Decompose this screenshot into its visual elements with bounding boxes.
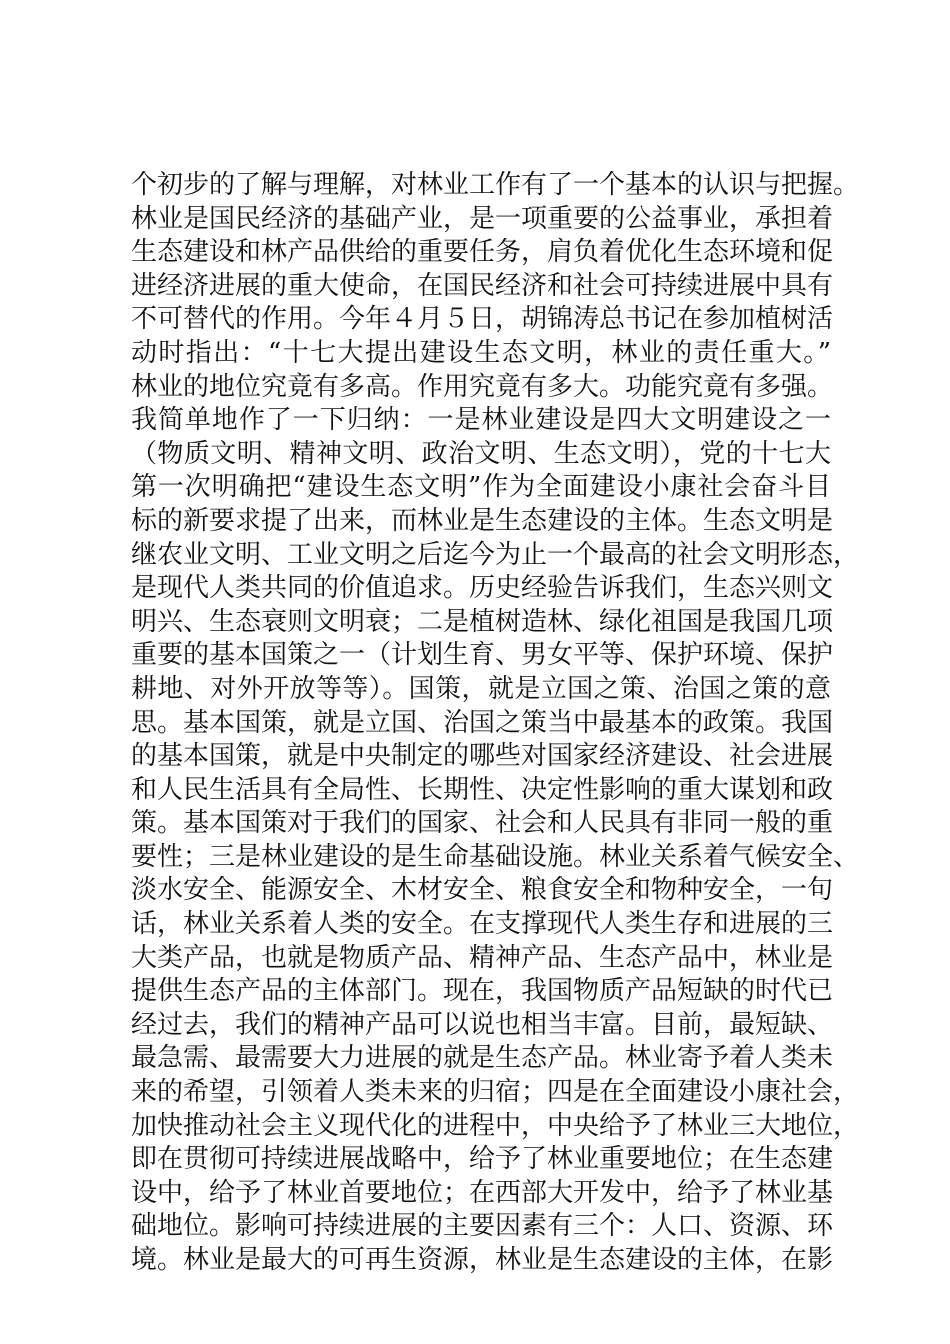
text-line: 继农业文明、工业文明之后迄今为止一个最高的社会文明形态， [131,539,860,570]
text-line: 重要的基本国策之一（计划生育、男女平等、保护环境、保护 [131,640,834,671]
text-line: 境。林业是最大的可再生资源，林业是生态建设的主体，在影 [131,1245,834,1275]
text-line: 不可替代的作用。今年４月５日，胡锦涛总书记在参加植树活 [131,304,834,335]
text-line: 来的希望，引领着人类未来的归宿；四是在全面建设小康社会， [131,1077,860,1108]
text-line: 第一次明确把“建设生态文明”作为全面建设小康社会奋斗目 [131,472,831,503]
text-line: 动时指出：“十七大提出建设生态文明，林业的责任重大。” [131,337,831,368]
text-line: 是现代人类共同的价值追求。历史经验告诉我们，生态兴则文 [131,573,834,604]
text-line: 林业的地位究竟有多高。作用究竟有多大。功能究竟有多强。 [131,371,834,402]
text-line: 林业是国民经济的基础产业，是一项重要的公益事业，承担着 [131,203,834,234]
text-line: 耕地、对外开放等等）。国策，就是立国之策、治国之策的意 [131,673,831,704]
text-line: 的基本国策，就是中央制定的哪些对国家经济建设、社会进展 [131,741,834,772]
text-line: 淡水安全、能源安全、木材安全、粮食安全和物种安全，一句 [131,875,834,906]
text-line: 和人民生活具有全局性、长期性、决定性影响的重大谋划和政 [131,774,834,805]
text-line: 加快推动社会主义现代化的进程中，中央给予了林业三大地位， [131,1110,860,1141]
text-line: 明兴、生态衰则文明衰；二是植树造林、绿化祖国是我国几项 [131,606,834,637]
text-line: 话，林业关系着人类的安全。在支撑现代人类生存和进展的三 [131,909,834,940]
text-line: 设中，给予了林业首要地位；在西部大开发中，给予了林业基 [131,1177,834,1208]
text-line: 要性；三是林业建设的是生命基础设施。林业关系着气候安全、 [131,841,860,872]
text-line: 即在贯彻可持续进展战略中，给予了林业重要地位；在生态建 [131,1144,834,1175]
text-line: 我简单地作了一下归纳：一是林业建设是四大文明建设之一 [131,405,831,436]
text-line: 生态建设和林产品供给的重要任务，肩负着优化生态环境和促 [131,237,834,268]
text-line: 提供生态产品的主体部门。现在，我国物质产品短缺的时代已 [131,976,834,1007]
text-line: 策。基本国策对于我们的国家、社会和人民具有非同一般的重 [131,808,834,839]
text-line: （物质文明、精神文明、政治文明、生态文明），党的十七大 [131,438,831,469]
text-line: 最急需、最需要大力进展的就是生态产品。林业寄予着人类未 [131,1043,834,1074]
text-line: 大类产品，也就是物质产品、精神产品、生态产品中，林业是 [131,942,834,973]
body-text [131,169,860,1278]
text-line: 进经济进展的重大使命，在国民经济和社会可持续进展中具有 [131,270,834,301]
text-line: 础地位。影响可持续进展的主要因素有三个：人口、资源、环 [131,1211,834,1242]
text-line: 经过去，我们的精神产品可以说也相当丰富。目前，最短缺、 [131,1009,834,1040]
text-line: 标的新要求提了出来，而林业是生态建设的主体。生态文明是 [131,505,834,536]
text-line: 思。基本国策，就是立国、治国之策当中最基本的政策。我国 [131,707,834,738]
text-line: 个初步的了解与理解，对林业工作有了一个基本的认识与把握。 [131,170,860,200]
